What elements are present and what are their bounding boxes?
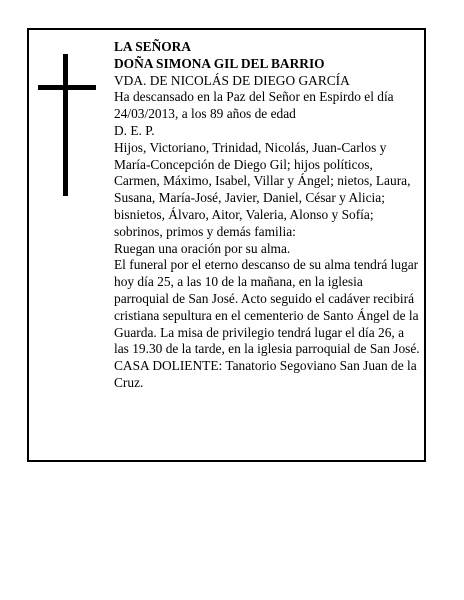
death-line: Ha descansado en la Paz del Señor en Espirdo el día 24/03/2013, a los 89 años de edad <box>114 89 394 122</box>
obituary-text <box>114 39 420 392</box>
cross-vertical-bar <box>63 54 68 196</box>
prayer-request: Ruegan una oración por su alma. <box>114 240 291 256</box>
deceased-name: DOÑA SIMONA GIL DEL BARRIO <box>114 55 325 71</box>
cross-horizontal-bar <box>38 85 96 90</box>
family-list: Hijos, Victoriano, Trinidad, Nicolás, Juan-Carlos y María-Concepción de Diego Gil; hijos políticos, Carmen, Máximo, Isabel, Villar y Ángel; nietos, Laura, Susana, María-José, Javier, Daniel, César y Alicia; bisnietos, Álvaro, Aitor, Valeria, Alonso y Sofía; sobrinos, primos y demás familia: <box>114 139 411 239</box>
rip-line: D. E. P. <box>114 122 155 138</box>
mourning-house: CASA DOLIENTE: Tanatorio Segoviano San Juan de la Cruz. <box>114 358 417 390</box>
funeral-details: El funeral por el eterno descanso de su alma tendrá lugar hoy día 25, a las 10 de la mañana, en la iglesia parroquial de San José. Acto seguido el cadáver recibirá cristiana sepultura en el cementerio de Santo Ángel de la Guarda. La misa de privilegio tendrá lugar el día 26, a las 19.30 de la tarde, en la iglesia parroquial de San José. <box>114 257 420 357</box>
widow-line: VDA. DE NICOLÁS DE DIEGO GARCÍA <box>114 72 350 88</box>
notice-heading: LA SEÑORA <box>114 39 192 54</box>
